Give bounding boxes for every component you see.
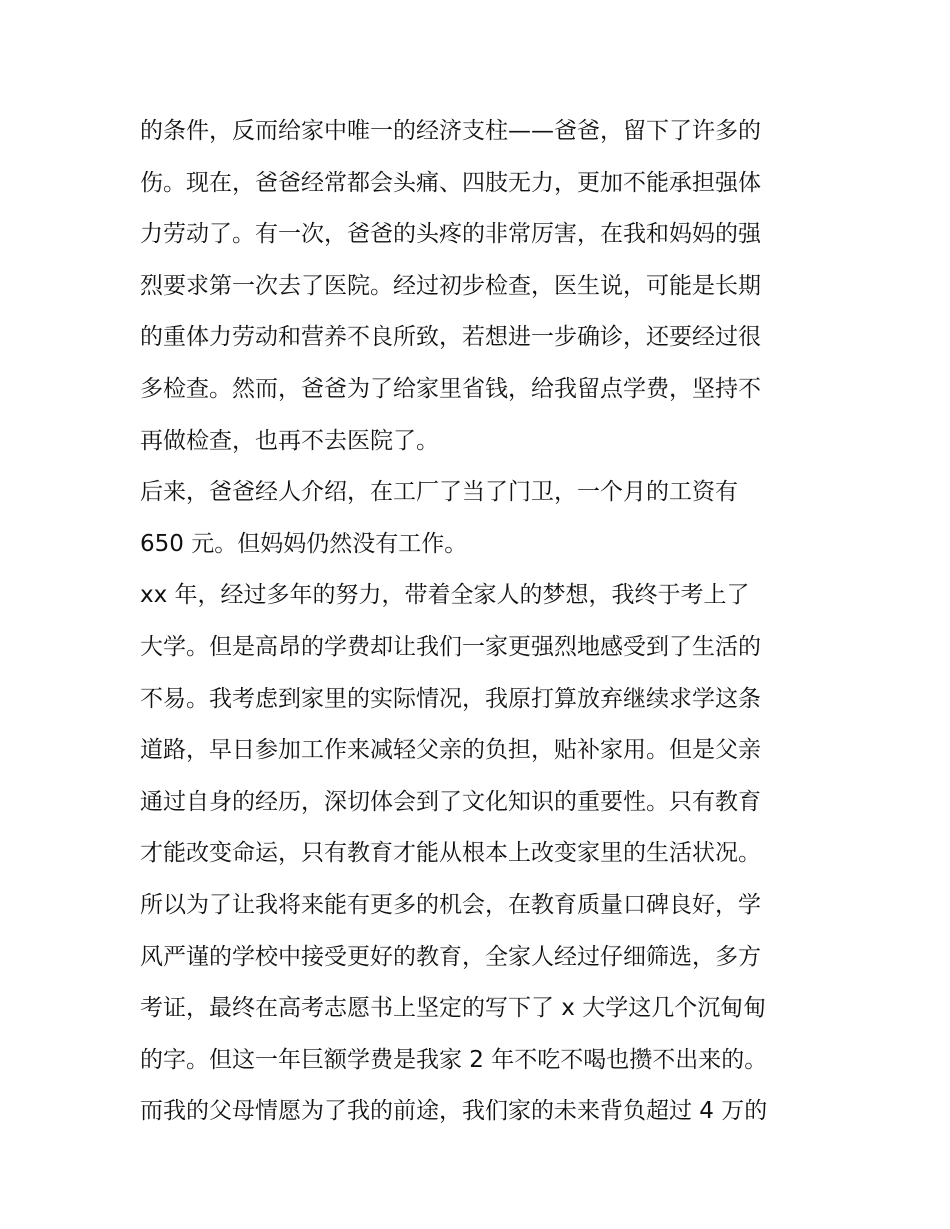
text-line: 多检查。然而，爸爸为了给家里省钱，给我留点学费，坚持不 xyxy=(140,375,761,402)
text-line: 烈要求第一次去了医院。经过初步检查，医生说，可能是长期 xyxy=(140,272,761,299)
text-line: 不易。我考虑到家里的实际情况，我原打算放弃继续求学这条 xyxy=(140,685,761,712)
text-line: 而我的父母情愿为了我的前途，我们家的未来背负超过 4 万的 xyxy=(140,1098,768,1125)
text-line: 大学。但是高昂的学费却让我们一家更强烈地感受到了生活的 xyxy=(140,633,761,660)
body-text xyxy=(140,106,820,1138)
text-line: 的条件，反而给家中唯一的经济支柱——爸爸，留下了许多的 xyxy=(140,118,761,144)
text-line: 力劳动了。有一次，爸爸的头疼的非常厉害，在我和妈妈的强 xyxy=(140,221,761,248)
text-line: 考证，最终在高考志愿书上坚定的写下了 x 大学这几个沉甸甸 xyxy=(140,995,767,1022)
text-line: 才能改变命运，只有教育才能从根本上改变家里的生活状况。 xyxy=(140,840,761,867)
text-line: 的字。但这一年巨额学费是我家 2 年不吃不喝也攒不出来的。 xyxy=(140,1046,768,1073)
text-line: 的重体力劳动和营养不良所致，若想进一步确诊，还要经过很 xyxy=(140,324,761,351)
text-line: 通过自身的经历，深切体会到了文化知识的重要性。只有教育 xyxy=(140,788,761,815)
text-line: 所以为了让我将来能有更多的机会，在教育质量口碑良好，学 xyxy=(140,891,761,918)
text-line: xx 年，经过多年的努力，带着全家人的梦想，我终于考上了 xyxy=(140,582,750,609)
text-line: 道路，早日参加工作来减轻父亲的负担，贴补家用。但是父亲 xyxy=(140,737,761,764)
text-line: 650 元。但妈妈仍然没有工作。 xyxy=(140,530,468,557)
text-line: 风严谨的学校中接受更好的教育，全家人经过仔细筛选，多方 xyxy=(140,943,761,970)
text-line: 再做检查，也再不去医院了。 xyxy=(140,427,439,454)
text-line: 后来，爸爸经人介绍，在工厂了当了门卫，一个月的工资有 xyxy=(140,479,738,506)
text-line: 伤。现在，爸爸经常都会头痛、四肢无力，更加不能承担强体 xyxy=(140,169,761,196)
